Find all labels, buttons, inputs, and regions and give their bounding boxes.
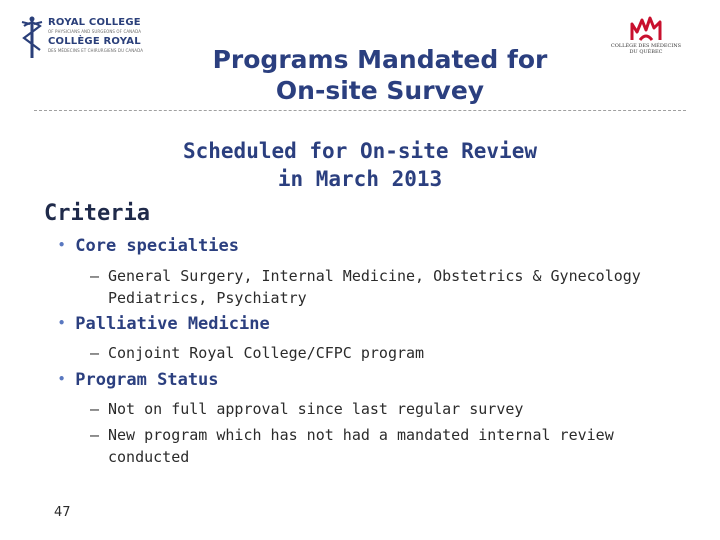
bullet-dot-icon: • [58, 238, 66, 252]
bullet-program-status [58, 370, 219, 390]
sub-item [90, 265, 641, 309]
cmq-emblem-icon [626, 14, 666, 42]
logo-left-line1: ROYAL COLLEGE [48, 17, 141, 28]
criteria-heading: Criteria [44, 201, 150, 226]
title-line1: Programs Mandated for [212, 45, 548, 74]
sub-item-text: General Surgery, Internal Medicine, Obstetrics & Gynecology [108, 267, 641, 285]
sub-item-text-cont: Pediatrics, Psychiatry [108, 289, 307, 307]
dash-glyph: – [90, 400, 100, 418]
bullet-label: Program Status [75, 370, 219, 390]
dash-glyph: – [90, 426, 100, 444]
logo-left-line2: OF PHYSICIANS AND SURGEONS OF CANADA [48, 29, 142, 34]
bullet-dot-icon: • [58, 372, 66, 386]
page-number: 47 [54, 505, 71, 520]
title-divider [34, 110, 686, 111]
slide-subtitle [150, 137, 570, 193]
logo-left-line4: DES MÉDECINS ET CHIRURGIENS DU CANADA [48, 48, 144, 53]
title-line2: On-site Survey [275, 76, 485, 105]
sub-item [90, 342, 424, 364]
subtitle-line1: Scheduled for On-site Review [182, 139, 537, 163]
sub-item-text: Conjoint Royal College/CFPC program [108, 344, 425, 362]
slide-title [160, 44, 600, 106]
royal-college-logo [20, 14, 170, 64]
bullet-label: Palliative Medicine [75, 314, 270, 334]
bullet-palliative-medicine [58, 314, 270, 334]
dash-glyph: – [90, 344, 100, 362]
sub-item [90, 424, 614, 468]
cmq-logo [606, 14, 686, 64]
bullet-label: Core specialties [75, 236, 239, 256]
subtitle-line2: in March 2013 [277, 167, 443, 191]
sub-item-text: Not on full approval since last regular survey [108, 400, 524, 418]
logo-right-line2: DU QUÉBEC [629, 49, 663, 55]
bullet-core-specialties [58, 236, 239, 256]
caduceus-emblem-icon [20, 16, 44, 60]
sub-item-text-cont: conducted [108, 448, 190, 466]
bullet-dot-icon: • [58, 316, 66, 330]
dash-glyph: – [90, 267, 100, 285]
logo-left-line3: COLLÈGE ROYAL [48, 36, 141, 47]
sub-item-text: New program which has not had a mandated internal review [108, 426, 614, 444]
logo-right-line1: COLLÈGE DES MÉDECINS [610, 43, 682, 49]
sub-item [90, 398, 523, 420]
